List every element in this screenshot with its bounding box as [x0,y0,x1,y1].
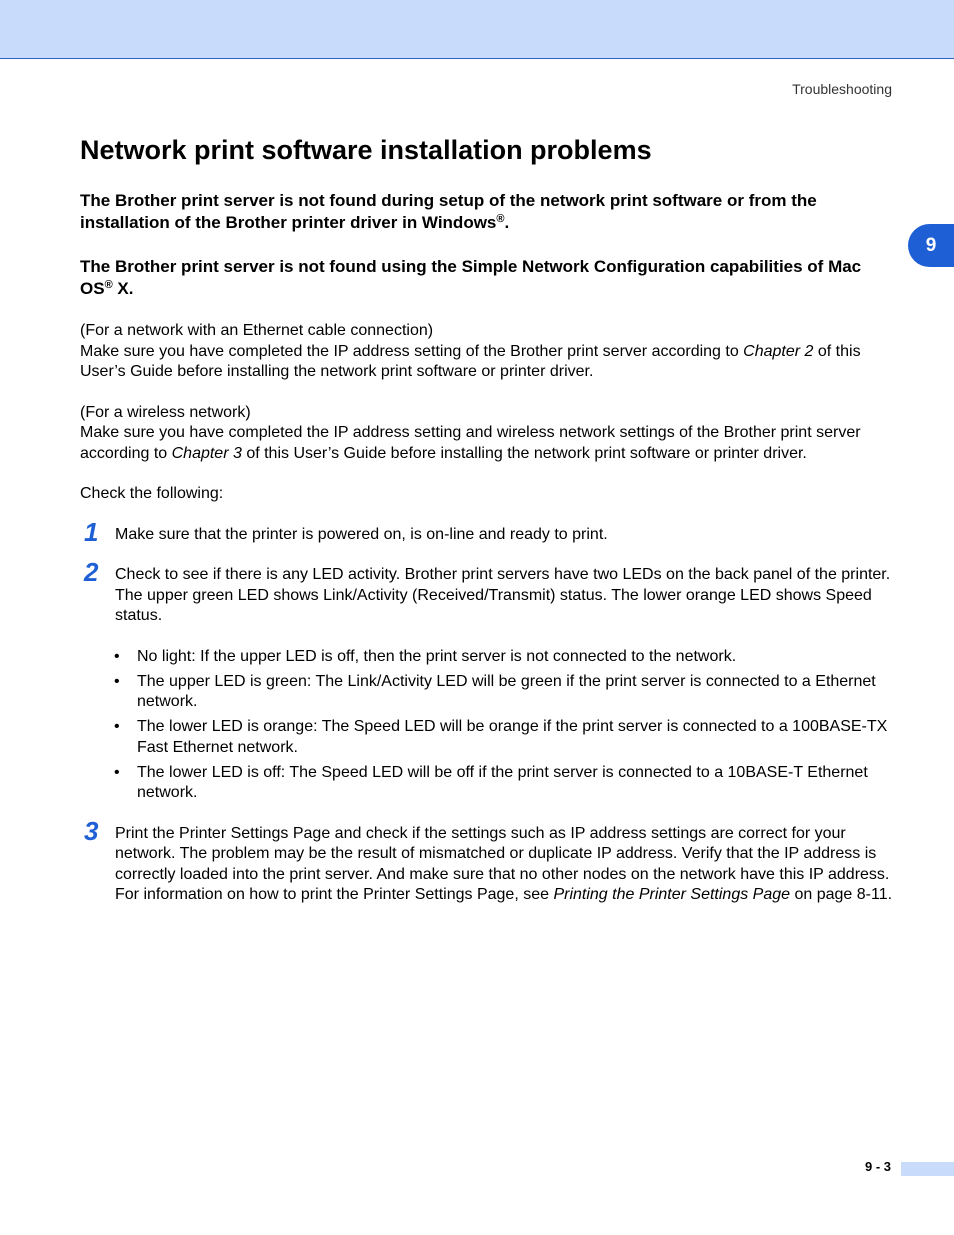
ethernet-paragraph [80,342,895,383]
wireless-text-a: Make sure you have completed the IP address setting and wireless network settings of the Brother print server according to [80,424,861,462]
wireless-paragraph [80,423,895,464]
step-1 [80,516,895,547]
step-number: 2 [84,557,99,587]
chapter-tab[interactable]: 9 [908,224,954,267]
list-item-text: The lower LED is off: The Speed LED will be off if the print server is connected to a 10BASE-T Ethernet network. [137,763,868,801]
chapter-3-link[interactable]: Chapter 3 [171,444,242,462]
subhead-windows-text: The Brother print server is not found during setup of the network print software or from the installation of the Brother printer driver in Windows [80,191,817,232]
running-head: Troubleshooting [792,81,892,97]
subhead-mac-text: The Brother print server is not found using the Simple Network Configuration capabilities of Mac OS [80,257,862,298]
page-title: Network print software installation problems [80,135,652,165]
header-band [0,0,954,59]
step-text: Check to see if there is any LED activity. Brother print servers have two LEDs on the back panel of the printer. The upper green LED shows Link/Activity (Received/Transmit) status. The lower orange LED shows Speed status. [115,566,891,624]
step-number: 1 [84,516,99,547]
subhead-mac [80,256,895,300]
wireless-label: (For a wireless network) [80,403,251,421]
bullet: • [114,718,120,735]
subhead-windows-end: . [504,213,510,232]
list-item [80,672,895,713]
wireless-text-b: of this User’s Guide before installing the network print software or printer driver. [241,444,807,462]
subhead-windows [80,190,895,234]
chapter-2-link[interactable]: Chapter 2 [743,342,814,360]
step-3 [80,815,895,906]
check-intro: Check the following: [80,485,224,502]
page-content [80,133,895,906]
ethernet-text-b: of this User’s Guide before installing the network print software or printer driver. [80,342,861,380]
step-text [115,824,895,906]
step-3-text-a: Print the Printer Settings Page and check if the settings such as IP address settings are correct for your network. The problem may be the result of mismatched or duplicate IP address. Verify that the IP address is correctly loaded into the print server. And make sure that no other nodes on the network have this IP address. For information on how to print the Printer Settings Page, see [115,824,890,903]
bullet: • [114,672,120,690]
ethernet-label: (For a network with an Ethernet cable connection) [80,322,434,339]
step-number: 3 [84,815,99,846]
bullet: • [114,647,120,665]
list-item-text: The lower LED is orange: The Speed LED will be orange if the print server is connected to a 100BASE-TX Fast Ethernet network. [137,718,888,756]
subhead-mac-end: X. [112,279,134,298]
ethernet-text-a: Make sure you have completed the IP address setting of the Brother print server according to [80,342,744,360]
page-number: 9 - 3 [865,1159,892,1174]
list-item-text: The upper LED is green: The Link/Activity LED will be green if the print server is connected to a Ethernet network. [137,672,876,710]
step-text: Make sure that the printer is powered on, is on-line and ready to print. [115,525,608,543]
list-item-text: No light: If the upper LED is off, then the print server is not connected to the network. [137,647,737,665]
footer-bar [901,1162,954,1176]
led-status-list [80,647,895,804]
step-3-text-b: on page 8-11. [790,886,893,903]
list-item [80,717,895,758]
list-item [80,647,895,668]
step-2 [80,557,895,627]
list-item [80,763,895,804]
registered-mark: ® [104,279,113,291]
printer-settings-page-link[interactable]: Printing the Printer Settings Page [553,886,791,903]
bullet: • [114,763,120,781]
steps-list [80,516,895,906]
registered-mark: ® [496,213,505,225]
